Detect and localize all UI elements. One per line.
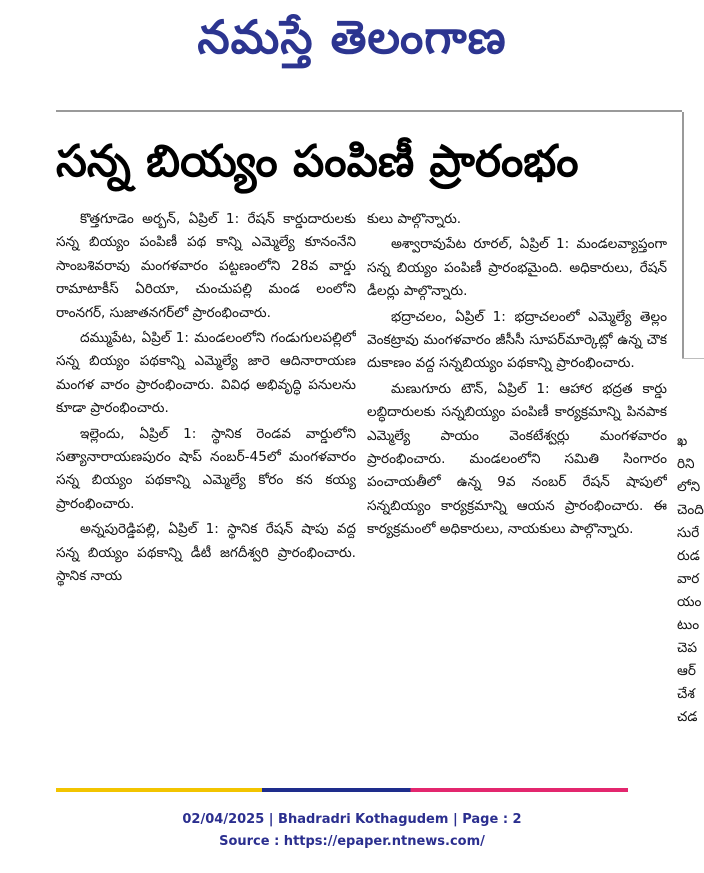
paragraph-manuguru: మణుగూరు టౌన్, ఏప్రిల్ 1: ఆహార భద్రత కార్డు లబ్ధిదారులకు సన్నబియ్యం పంపిణీ కార్యక్రమాన్ని పినపాక ఎమ్మెల్యే పాయం వెంకటేశ్వర్లు మంగళవారం ప్రారంభించారు. మండలంలోని సమితి సింగారం పంచాయతీలో ఉన్న 9వ నంబర్ రేషన్ షాపులో సన్నబియ్యం కార్యక్రమాన్ని ఆయన ప్రారంభించారు. ఈ కార్యక్రమంలో అధికారులు, నాయకులు పాల్గొన్నారు.	[367, 380, 667, 538]
paragraph-yellandu: ఇల్లెందు, ఏప్రిల్ 1: స్థానిక రెండవ వార్డులోని సత్యానారాయణపురం షాప్ నంబర్-45లో మంగళవారం సన్న బియ్యం పథకాన్ని ఎమ్మెల్యే కోరం కన కయ్య ప్రారంభించారు.	[56, 425, 356, 512]
fragment-line: ఖ	[677, 433, 688, 449]
fragment-line: టుం	[677, 617, 700, 633]
paragraph-annapureddypalli: అన్నపురెడ్డిపల్లి, ఏప్రిల్ 1: స్థానిక రేషన్ షాపు వద్ద సన్న బియ్యం పథకాన్ని డీటీ జగదీశ్వరి ప్రారంభించారు. స్థానిక నాయ	[56, 521, 356, 585]
left-column	[56, 208, 356, 768]
fragment-line: ఆర్	[677, 663, 696, 679]
fragment-line: చడ	[677, 709, 698, 725]
footer-source-link[interactable]: Source : https://epaper.ntnews.com/	[219, 834, 485, 849]
headline: సన్న బియ్యం పంపిణీ ప్రారంభం	[56, 136, 579, 187]
fragment-line: లోని	[677, 479, 701, 495]
column-divider-foot	[682, 358, 704, 359]
adjacent-article-fragment	[677, 430, 704, 800]
right-column	[367, 208, 667, 768]
top-rule	[56, 110, 682, 112]
newspaper-logo: నమస్తే తెలంగాణ	[197, 10, 507, 64]
paragraph-continuation: కులు పాల్గొన్నారు.	[367, 211, 462, 227]
fragment-line: రిని	[677, 456, 695, 472]
fragment-line: సురే	[677, 525, 700, 541]
paragraph-kothagudem: కొత్తగూడెం అర్బన్, ఏప్రిల్ 1: రేషన్ కార్డుదారులకు సన్న బియ్యం పంపిణీ పథ కాన్ని ఎమ్మెల్యే కూనంనేని సాంబశివరావు మంగళవారం పట్టణంలోని 28వ వార్డు రామాటాకీస్ ఏరియా, చుంచుపల్లి మండ లంలోని రాంనగర్, సుజాతనగర్‌లో ప్రారంభించారు.	[56, 211, 356, 321]
fragment-line: వార	[677, 571, 700, 587]
paragraph-dammapeta: దమ్ముపేట, ఏప్రిల్ 1: మండలంలోని గండుగులపల్లిలో సన్న బియ్యం పథకాన్ని ఎమ్మెల్యే జారె ఆదినారాయణ మంగళ వారం ప్రారంభించారు. వివిధ అభివృద్ధి పనులను కూడా ప్రారంభించారు.	[56, 330, 356, 417]
column-divider	[682, 112, 684, 358]
fragment-line: యం	[677, 594, 702, 610]
masthead	[0, 0, 704, 78]
fragment-line: రుడ	[677, 548, 700, 564]
paragraph-aswaraopeta: అశ్వారావుపేట రూరల్, ఏప్రిల్ 1: మండలవ్యాప్తంగా సన్న బియ్యం పంపిణీ ప్రారంభమైంది. అధికారులు, రేషన్ డీలర్లు పాల్గొన్నారు.	[367, 236, 667, 300]
fragment-line: చెంది	[677, 502, 704, 518]
fragment-line: చెప	[677, 640, 697, 656]
paragraph-bhadrachalam: భద్రాచలం, ఏప్రిల్ 1: భద్రాచలంలో ఎమ్మెల్యే తెల్లం వెంకట్రావు మంగళవారం జీసీసీ సూపర్‌మార్కెట్లో ఉన్న చౌక దుకాణం వద్ద సన్నబియ్యం పథకాన్ని ప్రారంభించారు.	[367, 308, 667, 372]
fragment-line: చేశ	[677, 686, 695, 702]
color-bar-divider	[56, 788, 628, 792]
footer-edition-info: 02/04/2025 | Bhadradri Kothagudem | Page : 2	[182, 812, 522, 827]
